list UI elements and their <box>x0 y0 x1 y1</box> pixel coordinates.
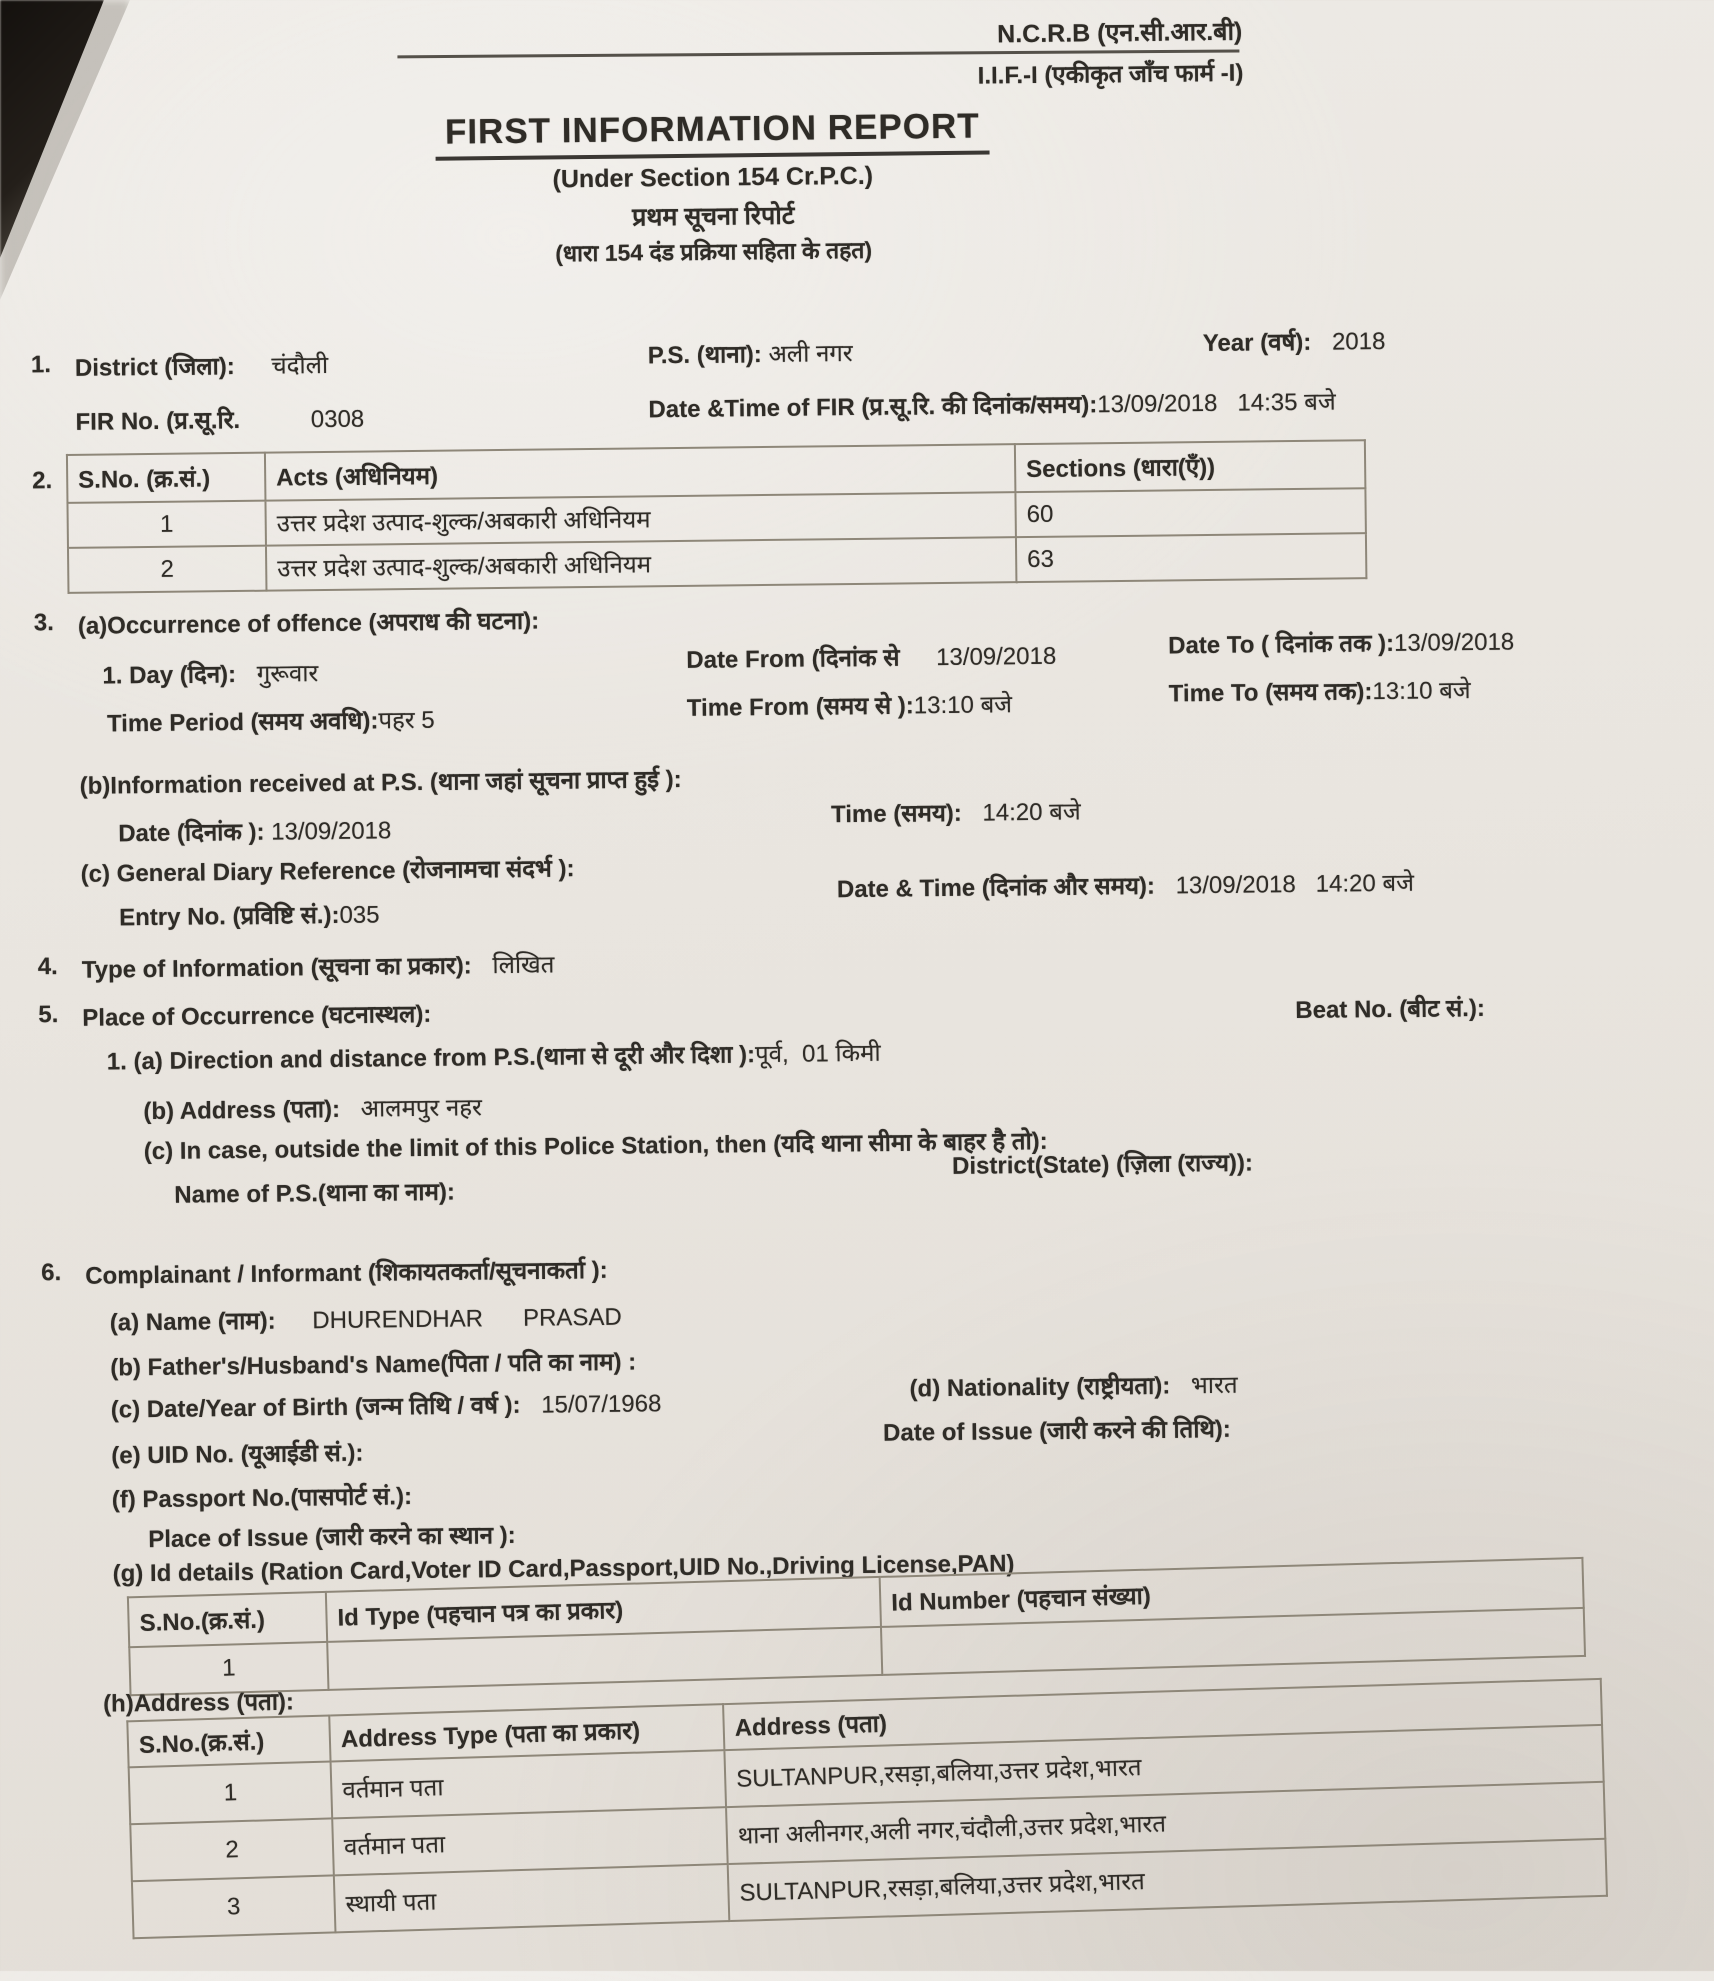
occurrence-address-value: आलमपुर नहर <box>360 1094 482 1123</box>
dob-label: (c) Date/Year of Birth (जन्म तिथि / वर्ष ): <box>110 1391 521 1424</box>
act-row-sno: 1 <box>67 501 265 548</box>
address-row-type: वर्तमान पता <box>332 1807 727 1875</box>
ps-label: P.S. (थाना): <box>647 341 762 370</box>
date-of-issue-label: Date of Issue (जारी करने की तिथि): <box>882 1415 1231 1447</box>
under-section-subtitle: (Under Section 154 Cr.P.C.) <box>552 161 874 194</box>
id-details-label: (g) Id details (Ration Card,Voter ID Card,Passport,UID No.,Driving License,PAN) <box>112 1550 1015 1588</box>
entry-no-line <box>119 897 380 933</box>
address-heading: (h)Address (पता): <box>102 1688 295 1718</box>
acts-table <box>66 439 1368 594</box>
entry-no-value: 035 <box>339 901 380 929</box>
direction-label: 1. (a) Direction and distance from P.S.(थाना से दूरी और दिशा ): <box>106 1041 756 1076</box>
info-received-heading: (b)Information received at P.S. (थाना जहां सूचना प्राप्त हुई ): <box>79 765 682 800</box>
address-row-sno: 1 <box>129 1761 333 1824</box>
address-row-address: SULTANPUR,रसड़ा,बलिया,उत्तर प्रदेश,भारत <box>724 1725 1603 1807</box>
dob-line <box>111 1386 662 1425</box>
fir-no-line <box>75 402 364 438</box>
act-row-act: उत्तर प्रदेश उत्पाद-शुल्क/अबकारी अधिनियम <box>265 492 1015 546</box>
act-row-section: 60 <box>1015 488 1365 537</box>
gd-datetime-value: 13/09/2018 14:20 बजे <box>1175 869 1415 900</box>
acts-table-header-sno: S.No. (क्र.सं.) <box>67 453 266 503</box>
acts-table-header-acts: Acts (अधिनियम) <box>265 444 1015 501</box>
id-table-header-sno: S.No.(क्र.सं.) <box>128 1592 327 1647</box>
section4-number: 4. <box>37 953 58 981</box>
section3-number: 3. <box>33 609 55 637</box>
info-time-line <box>831 794 1081 830</box>
beat-no-label: Beat No. (बीट सं.): <box>1295 994 1486 1025</box>
time-period-label: Time Period (समय अवधि): <box>106 707 379 738</box>
gd-reference-heading: (c) General Diary Reference (रोजनामचा संदर्भ ): <box>80 855 575 888</box>
complainant-heading: Complainant / Informant (शिकायतकर्ता/सूचनाकर्ता ): <box>85 1256 608 1290</box>
nationality-line <box>909 1368 1237 1405</box>
section6-number: 6. <box>41 1259 62 1287</box>
hindi-section-subtitle: (धारा 154 दंड प्रक्रिया सहिता के तहत) <box>555 236 873 267</box>
year-label: Year (वर्ष): <box>1202 328 1312 358</box>
uid-label: (e) UID No. (यूआईडी सं.): <box>111 1439 364 1470</box>
type-of-info-value: लिखित <box>492 951 555 980</box>
info-date-line <box>118 813 391 849</box>
passport-label: (f) Passport No.(पासपोर्ट सं.): <box>111 1483 413 1514</box>
complainant-name-value: DHURENDHAR PRASAD <box>312 1303 622 1335</box>
year-line <box>1203 324 1386 359</box>
report-title: FIRST INFORMATION REPORT <box>435 106 990 160</box>
day-label: 1. Day (दिन): <box>102 661 237 690</box>
time-period-value: पहर 5 <box>378 706 435 735</box>
ps-line <box>648 336 853 371</box>
district-state-label: District(State) (ज़िला (राज्य)): <box>951 1149 1254 1180</box>
address-row-address: SULTANPUR,रसड़ा,बलिया,उत्तर प्रदेश,भारत <box>728 1839 1607 1921</box>
address-table-header-address: Address (पता) <box>723 1679 1602 1750</box>
nationality-value: भारत <box>1190 1371 1238 1400</box>
time-to-label: Time To (समय तक): <box>1168 678 1373 708</box>
time-period-line <box>107 703 435 740</box>
address-table-header-sno: S.No.(क्र.सं.) <box>127 1715 330 1767</box>
date-from-label: Date From (दिनांक से <box>686 644 900 674</box>
acts-table-header-sections: Sections (धारा(एँ)) <box>1015 440 1366 492</box>
entry-no-label: Entry No. (प्रविष्टि सं.): <box>119 901 340 932</box>
ps-name-label: Name of P.S.(थाना का नाम): <box>174 1178 456 1209</box>
dob-value: 15/07/1968 <box>541 1390 662 1419</box>
date-to-line <box>1168 625 1514 662</box>
info-date-value: 13/09/2018 <box>271 817 392 846</box>
address-table <box>126 1678 1608 1939</box>
info-time-label: Time (समय): <box>830 799 962 829</box>
date-to-label: Date To ( दिनांक तक ): <box>1168 629 1395 660</box>
ncrb-code: N.C.R.B (एन.सी.आर.बी) <box>997 17 1243 49</box>
act-row-act: उत्तर प्रदेश उत्पाद-शुल्क/अबकारी अधिनियम <box>266 537 1016 591</box>
district-label: District (जिला): <box>74 353 235 382</box>
day-line <box>102 656 318 691</box>
hindi-title: प्रथम सूचना रिपोर्ट <box>632 201 795 232</box>
section5-number: 5. <box>38 1001 59 1029</box>
place-of-issue-label: Place of Issue (जारी करने का स्थान ): <box>148 1521 516 1554</box>
title-block <box>362 106 1064 271</box>
occurrence-address-line <box>143 1090 482 1127</box>
section1-number: 1. <box>30 351 52 379</box>
outside-limit-label: (c) In case, outside the limit of this Police Station, then (यदि थाना सीमा के बाहर है तो): <box>143 1127 1048 1166</box>
address-row-address: थाना अलीनगर,अली नगर,चंदौली,उत्तर प्रदेश,भारत <box>726 1782 1605 1864</box>
complainant-name-label: (a) Name (नाम): <box>109 1307 276 1337</box>
district-line <box>75 348 329 384</box>
year-value: 2018 <box>1331 327 1386 356</box>
id-table-header-type: Id Type (पहचान पत्र का प्रकार) <box>326 1577 881 1642</box>
date-from-line <box>686 639 1056 676</box>
info-date-label: Date (दिनांक ): <box>118 818 265 848</box>
direction-line <box>107 1036 881 1078</box>
section2-number: 2. <box>32 467 53 495</box>
time-from-line <box>687 687 1013 724</box>
address-row-sno: 2 <box>130 1818 334 1881</box>
fir-no-label: FIR No. (प्र.सू.रि. <box>75 406 241 436</box>
direction-value: पूर्व, 01 किमी <box>754 1039 881 1069</box>
id-table-header-number: Id Number (पहचान संख्या) <box>880 1558 1584 1627</box>
place-heading: Place of Occurrence (घटनास्थल): <box>82 1000 432 1032</box>
fir-datetime-label: Date &Time of FIR (प्र.सू.रि. की दिनांक/समय): <box>648 391 1098 424</box>
time-from-label: Time From (समय से ): <box>686 692 914 722</box>
district-value: चंदौली <box>271 351 329 380</box>
type-of-info-label: Type of Information (सूचना का प्रकार): <box>81 952 472 984</box>
time-to-line <box>1169 673 1471 709</box>
address-row-type: स्थायी पता <box>334 1864 729 1932</box>
father-name-label: (b) Father's/Husband's Name(पिता / पति का नाम) : <box>110 1348 637 1382</box>
type-of-info-line <box>82 947 555 985</box>
address-row-sno: 3 <box>132 1875 336 1938</box>
id-row-sno: 1 <box>129 1642 328 1695</box>
fir-no-value: 0308 <box>310 405 365 434</box>
address-row-type: वर्तमान पता <box>331 1750 726 1818</box>
date-from-value: 13/09/2018 <box>935 642 1057 672</box>
complainant-name-line <box>110 1300 622 1339</box>
gd-datetime-line <box>837 866 1414 906</box>
gd-datetime-label: Date & Time (दिनांक और समय): <box>836 872 1156 904</box>
time-to-value: 13:10 बजे <box>1372 677 1471 706</box>
fir-datetime-value: 13/09/2018 14:35 बजे <box>1097 388 1336 419</box>
date-to-value: 13/09/2018 <box>1393 628 1515 657</box>
act-row-sno: 2 <box>68 546 266 593</box>
time-from-value: 13:10 बजे <box>913 691 1013 720</box>
fir-datetime-line <box>648 385 1336 426</box>
day-value: गुरूवार <box>256 660 319 688</box>
ps-value: अली नगर <box>768 340 853 368</box>
occurrence-heading: (a)Occurrence of offence (अपराध की घटना): <box>77 607 540 640</box>
act-row-section: 63 <box>1016 533 1366 582</box>
info-time-value: 14:20 बजे <box>982 798 1081 827</box>
nationality-label: (d) Nationality (राष्ट्रीयता): <box>909 1372 1171 1403</box>
occurrence-address-label: (b) Address (पता): <box>143 1095 341 1126</box>
iif-code: I.I.F.-I (एकीकृत जाँच फार्म -I) <box>977 59 1244 90</box>
address-table-header-type: Address Type (पता का प्रकार) <box>329 1704 724 1761</box>
